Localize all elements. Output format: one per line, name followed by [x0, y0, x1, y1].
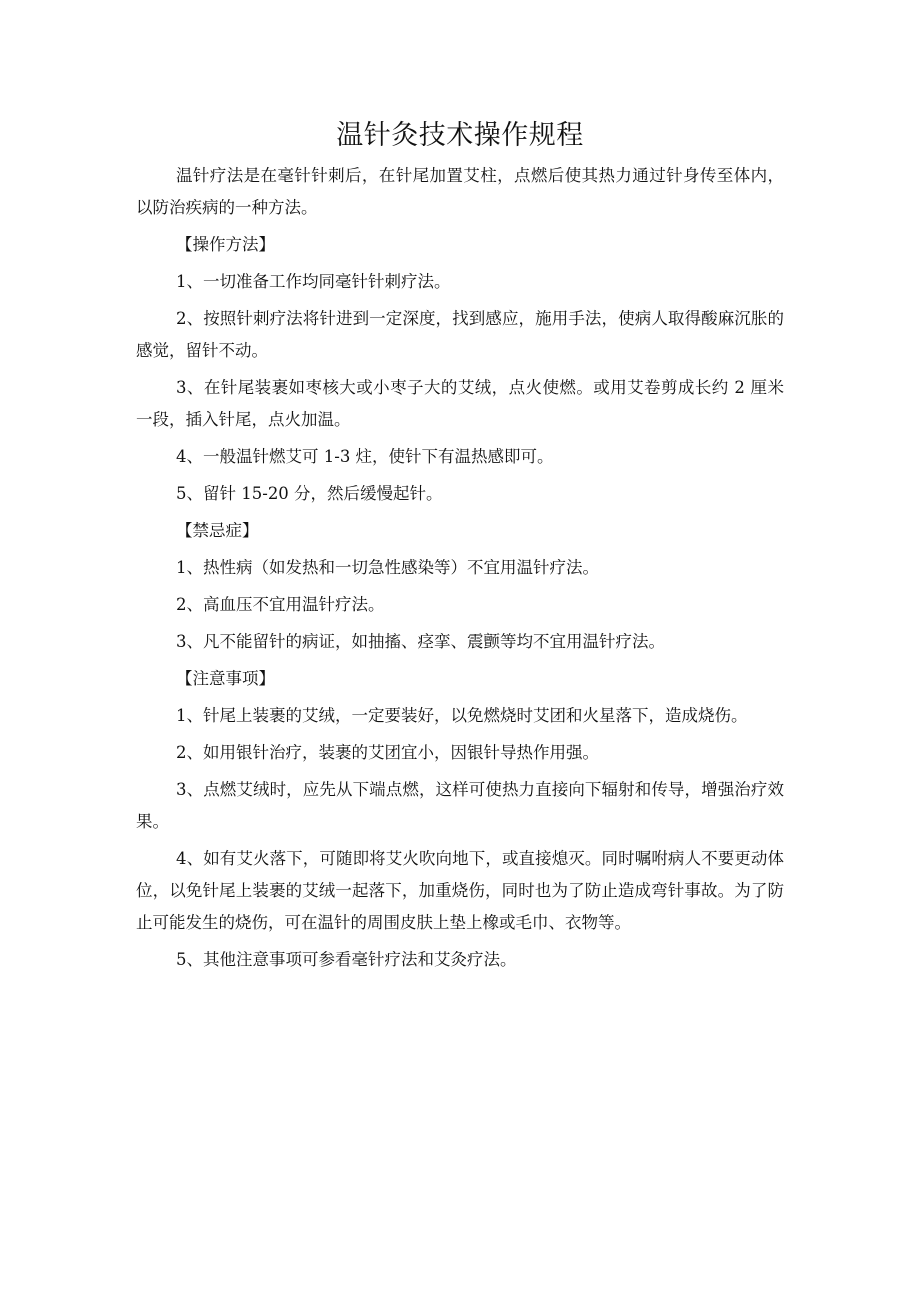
intro-paragraph: 温针疗法是在毫针针刺后，在针尾加置艾柱，点燃后使其热力通过针身传至体内，以防治疾病的一种方法。 [136, 166, 784, 217]
precaution-item-4: 4、如有艾火落下，可随即将艾火吹向地下，或直接熄灭。同时嘱咐病人不要更动体位，以免针尾上装裹的艾绒一起落下，加重烧伤，同时也为了防止造成弯针事故。为了防止可能发生的烧伤，可在温针的周围皮肤上垫上橡或毛巾、衣物等。 [136, 849, 784, 932]
section-operation-method [136, 229, 784, 510]
precaution-item-3: 3、点燃艾绒时，应先从下端点燃，这样可使热力直接向下辐射和传导，增强治疗效果。 [136, 780, 784, 831]
operation-item-1: 1、一切准备工作均同毫针针刺疗法。 [176, 272, 451, 291]
section-heading-contraindications: 【禁忌症】 [176, 521, 259, 540]
contraindication-item-2: 2、高血压不宜用温针疗法。 [176, 595, 385, 614]
operation-item-5: 5、留针 15-20 分，然后缓慢起针。 [176, 484, 443, 503]
precaution-item-1: 1、针尾上装裹的艾绒，一定要装好，以免燃烧时艾团和火星落下，造成烧伤。 [176, 706, 748, 725]
section-heading-precautions: 【注意事项】 [176, 669, 275, 688]
section-contraindications [136, 515, 784, 658]
contraindication-item-3: 3、凡不能留针的病证，如抽搐、痉挛、震颤等均不宜用温针疗法。 [176, 632, 665, 651]
operation-item-3: 3、在针尾装裹如枣核大或小枣子大的艾绒，点火使燃。或用艾卷剪成长约 2 厘米一段，插入针尾，点火加温。 [136, 378, 784, 429]
document-title: 温针灸技术操作规程 [336, 120, 584, 151]
document-page [136, 116, 784, 981]
section-precautions [136, 663, 784, 976]
operation-item-2: 2、按照针刺疗法将针进到一定深度，找到感应，施用手法，使病人取得酸麻沉胀的感觉，留针不动。 [136, 309, 784, 360]
operation-item-4: 4、一般温针燃艾可 1-3 炷，使针下有温热感即可。 [176, 447, 554, 466]
section-heading-operation-method: 【操作方法】 [176, 235, 275, 254]
precaution-item-2: 2、如用银针治疗，装裹的艾团宜小，因银针导热作用强。 [176, 743, 599, 762]
precaution-item-5: 5、其他注意事项可参看毫针疗法和艾灸疗法。 [176, 950, 517, 969]
contraindication-item-1: 1、热性病（如发热和一切急性感染等）不宜用温针疗法。 [176, 558, 599, 577]
